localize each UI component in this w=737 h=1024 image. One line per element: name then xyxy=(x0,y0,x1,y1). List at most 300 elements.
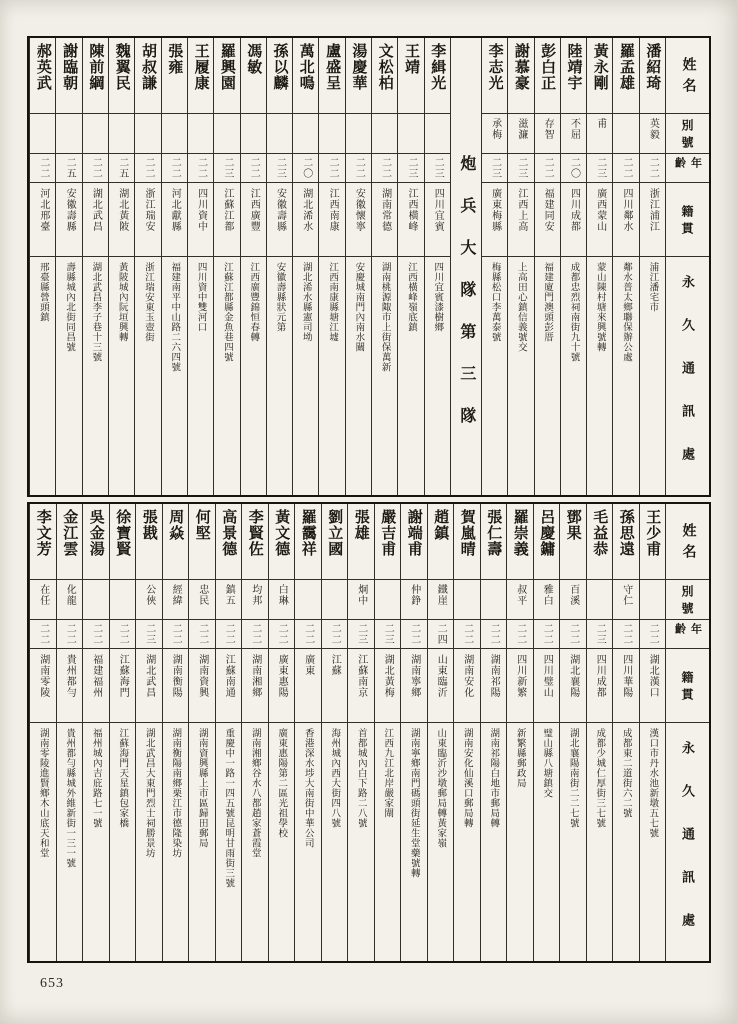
person-native-place: 湖南祁陽 xyxy=(488,654,500,698)
person-native-place-cell xyxy=(508,183,533,257)
person-name-cell xyxy=(83,38,108,114)
person-name: 魏翼民 xyxy=(113,43,130,91)
person-address: 香港深水埗大南街中華公司 xyxy=(302,728,313,848)
roster-table-bottom xyxy=(27,502,711,963)
person-native-place-cell xyxy=(109,183,134,257)
person-name-cell xyxy=(216,504,242,580)
roster-entry-column xyxy=(427,504,454,961)
person-address-cell xyxy=(110,723,136,961)
person-native-place-cell xyxy=(561,183,586,257)
header-name-label: 姓名 xyxy=(680,523,696,565)
person-age-cell xyxy=(428,620,454,649)
person-age-cell xyxy=(372,154,397,183)
person-address: 貴州都勻縣城外維新街一三一號 xyxy=(64,728,75,868)
person-alias-cell xyxy=(507,580,533,620)
person-alias-cell xyxy=(162,114,187,154)
person-name-cell xyxy=(163,504,189,580)
person-alias: 經緯 xyxy=(170,584,182,606)
person-native-place-cell xyxy=(560,649,586,723)
roster-entry-column xyxy=(639,504,666,961)
roster-entry-column xyxy=(507,38,533,495)
person-alias-cell xyxy=(242,580,268,620)
person-native-place-cell xyxy=(375,649,401,723)
person-alias: 仲錚 xyxy=(408,584,420,606)
person-age: 二二 xyxy=(461,623,473,645)
person-address: 湖南安化仙溪口郵局轉 xyxy=(461,728,472,828)
person-age: 二二 xyxy=(302,623,314,645)
person-alias-cell xyxy=(109,114,134,154)
person-native-place-cell xyxy=(481,649,507,723)
person-native-place: 安徽壽縣 xyxy=(64,188,76,232)
roster-entry-column xyxy=(187,38,213,495)
person-age-cell xyxy=(640,154,665,183)
person-address-cell xyxy=(482,257,507,495)
person-native-place-cell xyxy=(83,183,108,257)
person-native-place-cell xyxy=(348,649,374,723)
person-address: 璧山縣八塘鎮交 xyxy=(541,728,552,798)
person-alias-cell xyxy=(188,114,213,154)
person-name-cell xyxy=(241,38,266,114)
person-age: 二三 xyxy=(489,157,501,179)
person-native-place-cell xyxy=(319,183,344,257)
person-native-place: 浙江瑞安 xyxy=(143,188,154,232)
person-age-cell xyxy=(57,620,83,649)
person-name: 羅崇義 xyxy=(511,509,528,557)
person-native-place: 湖南常德 xyxy=(379,188,391,232)
person-age-cell xyxy=(214,154,239,183)
person-native-place-cell xyxy=(587,183,612,257)
column-headers-top xyxy=(665,38,709,495)
person-age: 二二 xyxy=(276,623,288,645)
person-alias-cell xyxy=(56,114,81,154)
person-age: 二二 xyxy=(195,157,207,179)
person-name: 張仁壽 xyxy=(485,509,502,557)
person-name-cell xyxy=(640,504,666,580)
person-age-cell xyxy=(241,154,266,183)
person-native-place-cell xyxy=(214,183,239,257)
person-native-place-cell xyxy=(401,649,427,723)
person-alias: 公俠 xyxy=(143,584,155,606)
roster-table-top xyxy=(27,36,711,497)
person-address-cell xyxy=(83,723,109,961)
person-native-place-cell xyxy=(269,649,295,723)
roster-entry-column xyxy=(241,504,268,961)
person-age: 二二 xyxy=(514,623,526,645)
person-address-cell xyxy=(508,257,533,495)
person-alias-cell xyxy=(295,580,321,620)
person-address: 安慶城南門內南水關 xyxy=(353,262,364,352)
person-address: 海州城內西大街四八號 xyxy=(329,728,340,828)
header-address-cell xyxy=(666,257,709,495)
person-native-place: 湖北黃梅 xyxy=(382,654,394,698)
person-name-cell xyxy=(319,38,344,114)
person-alias-cell xyxy=(214,114,239,154)
person-address-cell xyxy=(561,257,586,495)
person-age: 二三 xyxy=(274,157,286,179)
person-alias: 鎮五 xyxy=(223,584,235,606)
person-age: 二二 xyxy=(620,623,632,645)
person-age-cell xyxy=(587,620,613,649)
person-age: 二二 xyxy=(90,157,102,179)
person-address: 梅縣松口李萬泰號 xyxy=(489,262,500,342)
roster-entry-column xyxy=(612,504,639,961)
person-age: 二〇 xyxy=(568,157,580,179)
person-native-place: 廣東惠陽 xyxy=(276,654,288,698)
person-address: 江西九江北岸嚴家閘 xyxy=(382,728,393,818)
header-alias-label: 別號 xyxy=(680,118,694,153)
person-native-place: 廣東 xyxy=(302,654,314,676)
person-native-place: 湖北武昌 xyxy=(90,188,102,232)
roster-entry-column xyxy=(506,504,533,961)
person-name-cell xyxy=(56,38,81,114)
roster-entry-column xyxy=(213,38,239,495)
person-native-place-cell xyxy=(56,183,81,257)
person-native-place-cell xyxy=(163,649,189,723)
header-name-label: 姓名 xyxy=(680,57,696,99)
person-name-cell xyxy=(242,504,268,580)
person-address-cell xyxy=(398,257,423,495)
person-address-cell xyxy=(242,723,268,961)
person-name-cell xyxy=(372,38,397,114)
header-alias-cell xyxy=(666,114,709,154)
person-native-place-cell xyxy=(267,183,292,257)
roster-entry-column xyxy=(481,38,507,495)
header-address-cell xyxy=(666,723,709,961)
person-address: 漢口市丹水池新墩五七號 xyxy=(647,728,658,838)
person-native-place-cell xyxy=(110,649,136,723)
person-age-cell xyxy=(401,620,427,649)
person-alias: 炯中 xyxy=(355,584,367,606)
person-alias: 百溪 xyxy=(567,584,579,606)
person-name: 胡叔謙 xyxy=(140,43,156,91)
person-address: 湖南衡陽南鄉栗江市德隆染坊 xyxy=(170,728,181,858)
person-address: 福建廈門澳頭彭厝 xyxy=(542,262,553,342)
person-name: 劉立國 xyxy=(326,509,343,557)
person-age-cell xyxy=(30,154,55,183)
roster-entry-column xyxy=(586,38,612,495)
person-name: 孫思遠 xyxy=(617,509,634,557)
person-name: 趙鎮 xyxy=(432,509,449,541)
person-age-cell xyxy=(481,620,507,649)
person-name: 高景德 xyxy=(220,509,237,557)
person-age-cell xyxy=(535,154,560,183)
person-name-cell xyxy=(30,504,56,580)
person-address: 四川資中雙河口 xyxy=(195,262,206,332)
person-native-place-cell xyxy=(322,649,348,723)
person-name: 盧盛呈 xyxy=(324,43,341,91)
person-alias: 不屈 xyxy=(568,118,580,140)
person-age-cell xyxy=(109,154,134,183)
person-name-cell xyxy=(481,504,507,580)
person-name: 萬北鳴 xyxy=(297,43,314,91)
person-address-cell xyxy=(375,723,401,961)
person-name-cell xyxy=(375,504,401,580)
person-native-place-cell xyxy=(30,649,56,723)
person-address-cell xyxy=(587,257,612,495)
person-age: 二二 xyxy=(223,623,235,645)
roster-entry-column xyxy=(56,504,83,961)
person-native-place: 湖南安化 xyxy=(461,654,473,698)
person-alias-cell xyxy=(613,580,639,620)
person-name: 孫以麟 xyxy=(271,43,288,91)
person-address-cell xyxy=(507,723,533,961)
person-name-cell xyxy=(57,504,83,580)
person-alias: 叔平 xyxy=(514,584,526,606)
person-native-place: 廣東梅縣 xyxy=(489,188,501,232)
person-age: 二三 xyxy=(594,623,606,645)
person-age: 二二 xyxy=(169,157,181,179)
person-alias: 承梅 xyxy=(489,118,501,140)
person-native-place: 湖北襄陽 xyxy=(567,654,579,698)
person-native-place-cell xyxy=(534,649,560,723)
person-address: 江蘇江都縣金魚巷四號 xyxy=(221,262,232,362)
person-alias-cell xyxy=(508,114,533,154)
header-name-cell xyxy=(666,38,709,114)
person-native-place: 湖北黃陂 xyxy=(116,188,128,232)
roster-entry-column xyxy=(108,38,134,495)
person-alias-cell xyxy=(163,580,189,620)
person-name: 李賢佐 xyxy=(246,509,263,557)
header-age-cell xyxy=(666,620,709,649)
person-native-place-cell xyxy=(30,183,55,257)
person-address: 江蘇海門天星鎮包家橋 xyxy=(117,728,128,828)
person-name-cell xyxy=(613,38,638,114)
person-age: 二二 xyxy=(249,623,261,645)
person-name: 呂慶鏞 xyxy=(538,509,555,557)
person-name-cell xyxy=(348,504,374,580)
roster-entry-column xyxy=(559,504,586,961)
roster-entry-column xyxy=(397,38,423,495)
person-address: 首都城內白下路二八號 xyxy=(355,728,366,828)
person-alias: 忠民 xyxy=(196,584,208,606)
person-age: 二二 xyxy=(37,623,49,645)
person-address: 成都忠烈祠南街九十號 xyxy=(568,262,579,362)
person-alias-cell xyxy=(319,114,344,154)
person-age: 二五 xyxy=(116,157,128,179)
person-address-cell xyxy=(346,257,371,495)
header-age-label: 年齡 xyxy=(673,623,702,636)
person-native-place: 湖北浠水 xyxy=(300,188,312,232)
person-age-cell xyxy=(482,154,507,183)
person-address: 湖南零陵進賢鄉木山底天和堂 xyxy=(37,728,48,858)
person-name: 吳金湯 xyxy=(87,509,104,557)
person-name: 馮敏 xyxy=(245,43,262,75)
roster-entry-column xyxy=(29,38,55,495)
person-alias-cell xyxy=(398,114,423,154)
person-alias-cell xyxy=(322,580,348,620)
person-name-cell xyxy=(214,38,239,114)
person-alias-cell xyxy=(587,580,613,620)
person-address-cell xyxy=(587,723,613,961)
person-alias-cell xyxy=(346,114,371,154)
person-address: 福建南平中山路二六四號 xyxy=(169,262,180,372)
person-age-cell xyxy=(269,620,295,649)
person-native-place-cell xyxy=(507,649,533,723)
person-address-cell xyxy=(135,257,160,495)
person-age: 二二 xyxy=(117,623,129,645)
roster-entry-column xyxy=(318,38,344,495)
person-name: 鄧果 xyxy=(564,509,581,541)
person-name: 張雄 xyxy=(352,509,369,541)
person-age-cell xyxy=(216,620,242,649)
person-name-cell xyxy=(189,504,215,580)
roster-entry-column xyxy=(188,504,215,961)
person-age: 二二 xyxy=(64,623,76,645)
person-name-cell xyxy=(293,38,318,114)
person-native-place-cell xyxy=(398,183,423,257)
person-address-cell xyxy=(188,257,213,495)
header-native-label: 籍貫 xyxy=(680,671,694,705)
person-native-place: 四川璧山 xyxy=(541,654,553,698)
person-name-cell xyxy=(269,504,295,580)
person-alias-cell xyxy=(372,114,397,154)
person-age: 二二 xyxy=(488,623,500,645)
person-native-place: 安徽懷寧 xyxy=(353,188,365,232)
person-address-cell xyxy=(189,723,215,961)
person-age: 二二 xyxy=(143,157,154,179)
person-address: 湖南桃源陬市上街保萬新 xyxy=(379,262,390,372)
person-age-cell xyxy=(242,620,268,649)
person-native-place: 湖南寧鄉 xyxy=(408,654,420,698)
person-native-place: 四川新繁 xyxy=(514,654,526,698)
person-name: 王少甫 xyxy=(644,509,661,557)
person-name-cell xyxy=(454,504,480,580)
person-name-cell xyxy=(83,504,109,580)
person-native-place-cell xyxy=(613,649,639,723)
person-name-cell xyxy=(535,38,560,114)
person-native-place-cell xyxy=(83,649,109,723)
person-name: 李緝光 xyxy=(429,43,446,91)
person-alias-cell xyxy=(348,580,374,620)
person-name-cell xyxy=(508,38,533,114)
person-age-cell xyxy=(560,620,586,649)
person-alias-cell xyxy=(534,580,560,620)
person-name-cell xyxy=(135,38,160,114)
roster-entry-column xyxy=(240,38,266,495)
person-native-place-cell xyxy=(216,649,242,723)
person-native-place-cell xyxy=(372,183,397,257)
person-alias-cell xyxy=(428,580,454,620)
person-address-cell xyxy=(163,723,189,961)
person-address-cell xyxy=(640,723,666,961)
roster-entry-column xyxy=(134,38,160,495)
person-native-place-cell xyxy=(136,649,162,723)
person-age: 二二 xyxy=(541,623,553,645)
person-name: 羅興園 xyxy=(218,43,235,91)
person-native-place: 浙江浦江 xyxy=(647,188,659,232)
person-address-cell xyxy=(481,723,507,961)
column-headers-bottom xyxy=(665,504,709,961)
person-native-place: 安徽壽縣 xyxy=(274,188,286,232)
roster-entry-column xyxy=(292,38,318,495)
person-native-place-cell xyxy=(613,183,638,257)
person-age-cell xyxy=(587,154,612,183)
roster-entry-column xyxy=(345,38,371,495)
person-address-cell xyxy=(534,723,560,961)
person-name-cell xyxy=(295,504,321,580)
person-address: 湖南寧鄉南門碼頭街延生堂藥號轉 xyxy=(408,728,419,878)
person-address: 成都少城仁厚街三七號 xyxy=(594,728,605,828)
person-alias-cell xyxy=(136,580,162,620)
person-native-place: 江西橫峰 xyxy=(405,188,417,232)
person-age-cell xyxy=(293,154,318,183)
roster-entry-column xyxy=(294,504,321,961)
person-alias-cell xyxy=(216,580,242,620)
person-native-place: 湖南資興 xyxy=(196,654,208,698)
person-age-cell xyxy=(613,620,639,649)
person-age: 二三 xyxy=(405,157,417,179)
person-alias: 均邦 xyxy=(249,584,261,606)
person-name: 羅靄祥 xyxy=(299,509,316,557)
person-age: 二二 xyxy=(647,157,659,179)
person-name-cell xyxy=(640,38,665,114)
roster-entry-column xyxy=(215,504,242,961)
person-address-cell xyxy=(401,723,427,961)
person-address: 江西橫峰嶺底鎮 xyxy=(405,262,416,332)
person-address: 湖北武昌李子巷十三號 xyxy=(90,262,101,362)
person-address-cell xyxy=(30,257,55,495)
person-native-place-cell xyxy=(535,183,560,257)
person-address-cell xyxy=(293,257,318,495)
person-alias-cell xyxy=(640,114,665,154)
person-address-cell xyxy=(136,723,162,961)
person-alias-cell xyxy=(481,580,507,620)
header-name-cell xyxy=(666,504,709,580)
person-native-place: 廣西蒙山 xyxy=(594,188,606,232)
person-age-cell xyxy=(319,154,344,183)
person-name: 張戡 xyxy=(140,509,157,541)
person-name-cell xyxy=(188,38,213,114)
person-age-cell xyxy=(189,620,215,649)
person-age-cell xyxy=(83,620,109,649)
person-alias-cell xyxy=(30,580,56,620)
person-native-place-cell xyxy=(293,183,318,257)
person-alias-cell xyxy=(561,114,586,154)
person-address-cell xyxy=(162,257,187,495)
person-alias: 雅白 xyxy=(541,584,553,606)
person-address: 江西南康縣塘江墟 xyxy=(327,262,338,342)
roster-entry-column xyxy=(424,38,450,495)
person-native-place: 湖北武昌 xyxy=(143,654,155,698)
person-age-cell xyxy=(507,620,533,649)
person-name-cell xyxy=(110,504,136,580)
person-age: 二二 xyxy=(90,623,102,645)
person-address: 邢臺縣營頭鎮 xyxy=(37,262,48,322)
person-address: 山東臨沂沙墩郵局轉黃家嶺 xyxy=(435,728,446,848)
person-address: 重慶中一路一四五號昆明甘雨街三號 xyxy=(223,728,234,888)
person-age: 二二 xyxy=(248,157,260,179)
person-age: 二三 xyxy=(221,157,233,179)
header-native-cell xyxy=(666,183,709,257)
person-native-place-cell xyxy=(428,649,454,723)
person-name-cell xyxy=(136,504,162,580)
person-native-place: 江西廣豐 xyxy=(248,188,260,232)
roster-entry-column xyxy=(534,38,560,495)
header-age-cell xyxy=(666,154,709,183)
person-address-cell xyxy=(56,257,81,495)
person-address: 江西廣豐錦恒春轉 xyxy=(248,262,259,342)
roster-entry-column xyxy=(55,38,81,495)
person-age: 二五 xyxy=(64,157,76,179)
roster-entry-column xyxy=(82,504,109,961)
person-name-cell xyxy=(267,38,292,114)
person-name: 黃文德 xyxy=(273,509,290,557)
person-native-place: 江西南康 xyxy=(327,188,339,232)
person-native-place-cell xyxy=(162,183,187,257)
person-address-cell xyxy=(267,257,292,495)
person-age-cell xyxy=(454,620,480,649)
person-native-place-cell xyxy=(640,649,666,723)
